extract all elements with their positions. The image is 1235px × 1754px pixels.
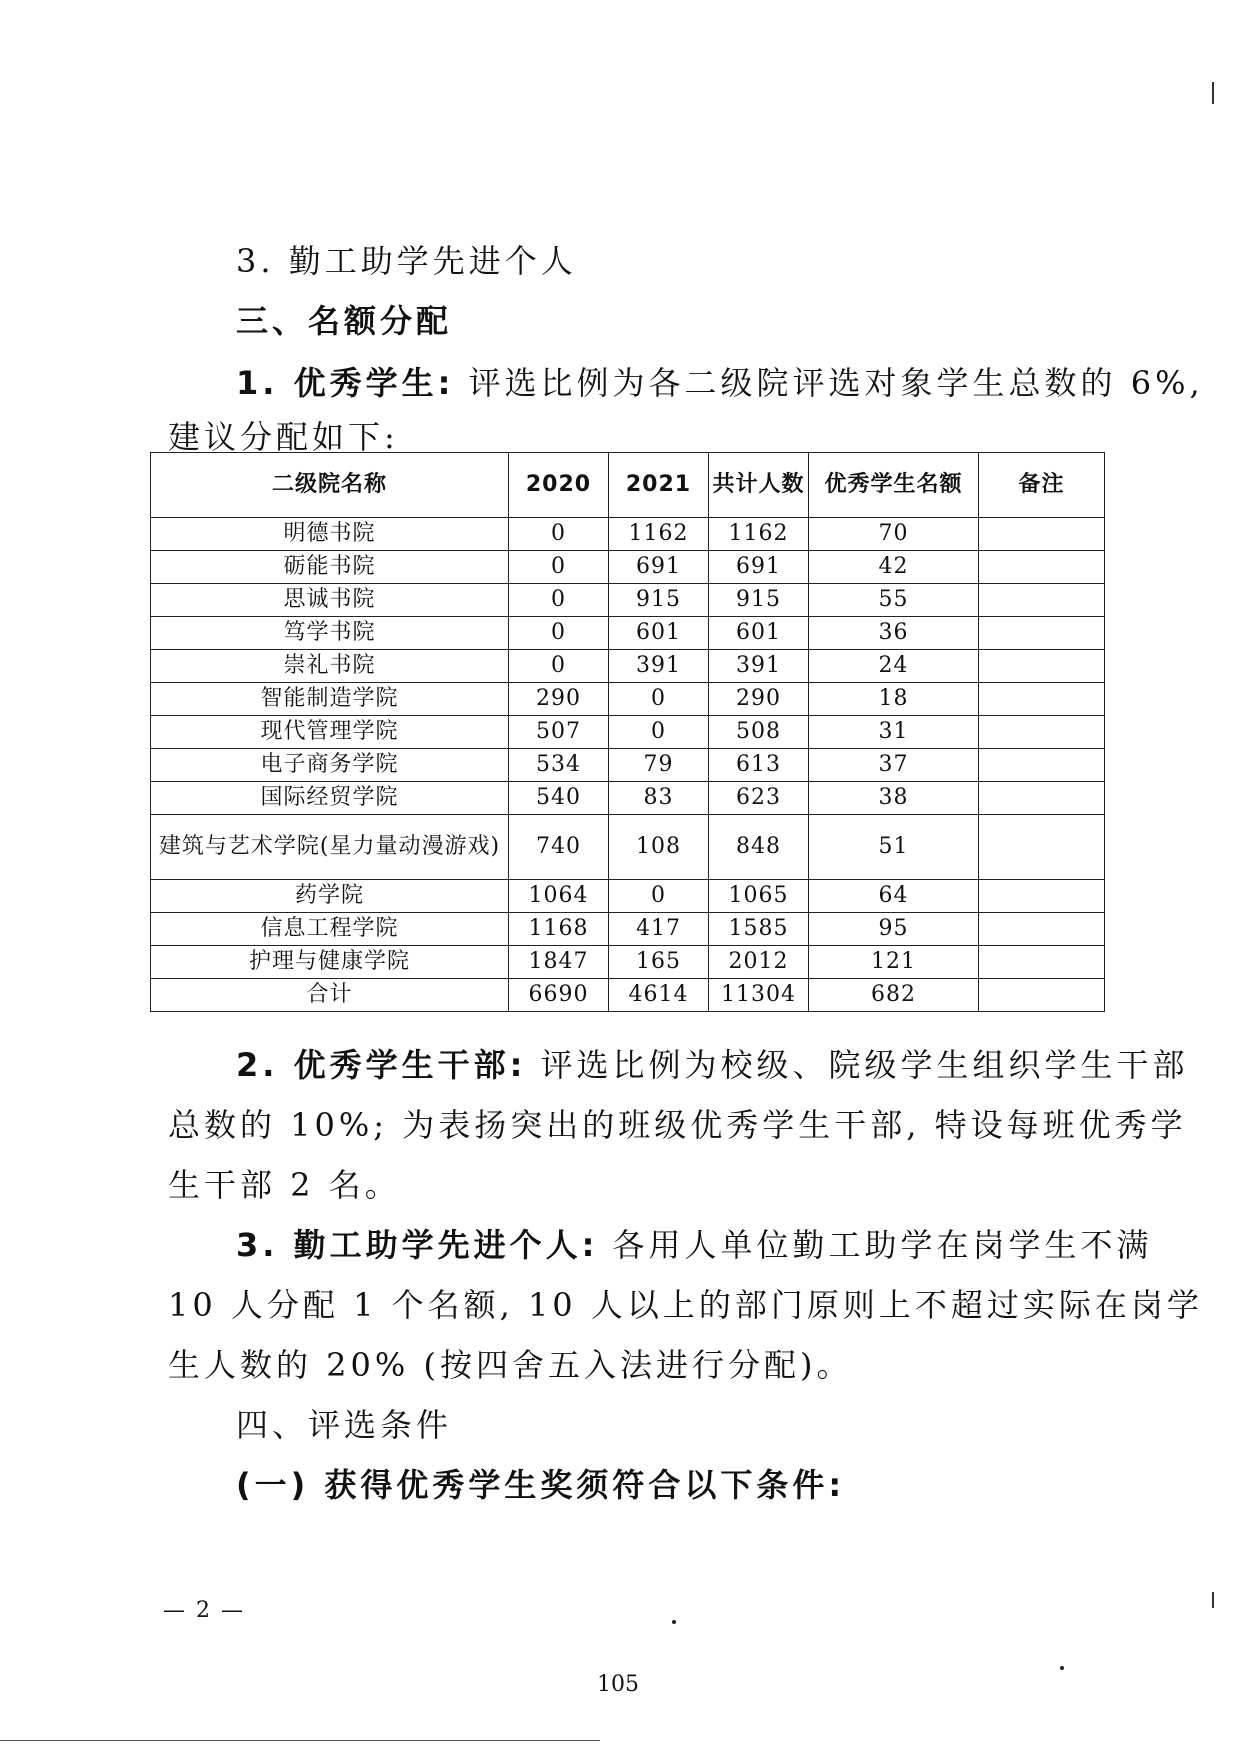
cell-name: 药学院 (151, 880, 509, 913)
cell-2021: 691 (609, 551, 709, 584)
cell-2020: 540 (509, 782, 609, 815)
col-header-2021: 2021 (609, 453, 709, 518)
table-row (151, 913, 1105, 946)
page-number: 105 (597, 1672, 639, 1697)
cell-2021: 165 (609, 946, 709, 979)
cell-quota: 64 (809, 880, 979, 913)
col-header-remarks: 备注 (979, 453, 1105, 518)
cell-quota: 38 (809, 782, 979, 815)
p2-line2: 总数的 10%; 为表扬突出的班级优秀学生干部, 特设每班优秀学 (168, 1106, 1187, 1144)
scan-edge-mark (1212, 1592, 1214, 1608)
cell-total: 848 (709, 815, 809, 880)
cell-quota: 682 (809, 979, 979, 1012)
cell-2020: 6690 (509, 979, 609, 1012)
cell-remarks (979, 518, 1105, 551)
sub1-title: (一) 获得优秀学生奖须符合以下条件: (236, 1466, 846, 1504)
p3-line1 (236, 1220, 1153, 1266)
cell-remarks (979, 650, 1105, 683)
cell-remarks (979, 880, 1105, 913)
cell-2020: 740 (509, 815, 609, 880)
p1-label: 1. 优秀学生: (236, 364, 455, 402)
cell-total: 391 (709, 650, 809, 683)
cell-quota: 37 (809, 749, 979, 782)
table-row (151, 749, 1105, 782)
cell-total: 1162 (709, 518, 809, 551)
cell-remarks (979, 584, 1105, 617)
cell-name: 笃学书院 (151, 617, 509, 650)
table-total-row (151, 979, 1105, 1012)
cell-name: 建筑与艺术学院(星力量动漫游戏) (151, 815, 509, 880)
p3-text: 各用人单位勤工助学在岗学生不满 (612, 1226, 1153, 1264)
p2-line1 (236, 1040, 1189, 1086)
p3-line3: 生人数的 20% (按四舍五入法进行分配)。 (168, 1346, 853, 1384)
cell-total: 1065 (709, 880, 809, 913)
page-mark: — 2 — (163, 1598, 245, 1623)
table-row (151, 551, 1105, 584)
cell-2021: 417 (609, 913, 709, 946)
cell-2020: 0 (509, 650, 609, 683)
p2-text: 评选比例为校级、院级学生组织学生干部 (540, 1046, 1189, 1084)
cell-name: 砺能书院 (151, 551, 509, 584)
cell-quota: 70 (809, 518, 979, 551)
cell-2021: 83 (609, 782, 709, 815)
cell-name: 崇礼书院 (151, 650, 509, 683)
cell-remarks (979, 815, 1105, 880)
cell-2020: 0 (509, 617, 609, 650)
cell-name: 合计 (151, 979, 509, 1012)
table-row (151, 815, 1105, 880)
cell-remarks (979, 617, 1105, 650)
cell-2020: 507 (509, 716, 609, 749)
cell-total: 2012 (709, 946, 809, 979)
cell-quota: 36 (809, 617, 979, 650)
cell-name: 现代管理学院 (151, 716, 509, 749)
col-header-name: 二级院名称 (151, 453, 509, 518)
cell-quota: 51 (809, 815, 979, 880)
cell-total: 915 (709, 584, 809, 617)
cell-2021: 915 (609, 584, 709, 617)
table-row (151, 946, 1105, 979)
cell-name: 国际经贸学院 (151, 782, 509, 815)
table-row (151, 650, 1105, 683)
cell-remarks (979, 551, 1105, 584)
p1-line2: 建议分配如下: (168, 418, 399, 456)
cell-remarks (979, 683, 1105, 716)
cell-quota: 42 (809, 551, 979, 584)
p1-text: 评选比例为各二级院评选对象学生总数的 6%, (468, 364, 1204, 402)
cell-2020: 1064 (509, 880, 609, 913)
cell-total: 623 (709, 782, 809, 815)
table-row (151, 880, 1105, 913)
cell-2020: 0 (509, 584, 609, 617)
cell-remarks (979, 749, 1105, 782)
table-row (151, 683, 1105, 716)
p3-label: 3. 勤工助学先进个人: (236, 1226, 599, 1264)
table-row (151, 716, 1105, 749)
cell-2021: 108 (609, 815, 709, 880)
item3-title: 3. 勤工助学先进个人 (236, 242, 577, 280)
section3-title: 三、名额分配 (236, 302, 453, 340)
cell-quota: 31 (809, 716, 979, 749)
cell-name: 思诚书院 (151, 584, 509, 617)
cell-total: 691 (709, 551, 809, 584)
col-header-quota: 优秀学生名额 (809, 453, 979, 518)
table-row (151, 617, 1105, 650)
cell-2021: 0 (609, 683, 709, 716)
cell-name: 智能制造学院 (151, 683, 509, 716)
cell-total: 601 (709, 617, 809, 650)
scan-edge-mark (1212, 82, 1214, 104)
cell-2020: 534 (509, 749, 609, 782)
cell-quota: 24 (809, 650, 979, 683)
cell-remarks (979, 716, 1105, 749)
col-header-total: 共计人数 (709, 453, 809, 518)
scan-speck (1060, 1666, 1064, 1670)
cell-2020: 0 (509, 551, 609, 584)
cell-2021: 79 (609, 749, 709, 782)
p2-line3: 生干部 2 名。 (168, 1166, 401, 1204)
cell-remarks (979, 979, 1105, 1012)
cell-2021: 1162 (609, 518, 709, 551)
quota-table (150, 452, 1105, 1012)
cell-2021: 601 (609, 617, 709, 650)
scan-speck (672, 1620, 676, 1624)
cell-total: 613 (709, 749, 809, 782)
table-row (151, 782, 1105, 815)
p1-line1 (236, 358, 1204, 404)
cell-quota: 55 (809, 584, 979, 617)
cell-name: 信息工程学院 (151, 913, 509, 946)
table-header-row (151, 453, 1105, 518)
cell-total: 290 (709, 683, 809, 716)
cell-quota: 95 (809, 913, 979, 946)
cell-remarks (979, 782, 1105, 815)
section4-title: 四、评选条件 (236, 1406, 453, 1444)
cell-2021: 0 (609, 880, 709, 913)
cell-2020: 1168 (509, 913, 609, 946)
table-row (151, 584, 1105, 617)
cell-2021: 0 (609, 716, 709, 749)
cell-name: 护理与健康学院 (151, 946, 509, 979)
cell-2020: 0 (509, 518, 609, 551)
cell-total: 1585 (709, 913, 809, 946)
cell-2021: 4614 (609, 979, 709, 1012)
cell-remarks (979, 946, 1105, 979)
col-header-2020: 2020 (509, 453, 609, 518)
cell-name: 明德书院 (151, 518, 509, 551)
cell-name: 电子商务学院 (151, 749, 509, 782)
table-row (151, 518, 1105, 551)
scan-bottom-rule (0, 1740, 600, 1741)
cell-total: 11304 (709, 979, 809, 1012)
cell-2021: 391 (609, 650, 709, 683)
p3-line2: 10 人分配 1 个名额, 10 人以上的部门原则上不超过实际在岗学 (168, 1286, 1203, 1324)
cell-2020: 1847 (509, 946, 609, 979)
cell-2020: 290 (509, 683, 609, 716)
cell-total: 508 (709, 716, 809, 749)
cell-remarks (979, 913, 1105, 946)
cell-quota: 121 (809, 946, 979, 979)
cell-quota: 18 (809, 683, 979, 716)
p2-label: 2. 优秀学生干部: (236, 1046, 527, 1084)
